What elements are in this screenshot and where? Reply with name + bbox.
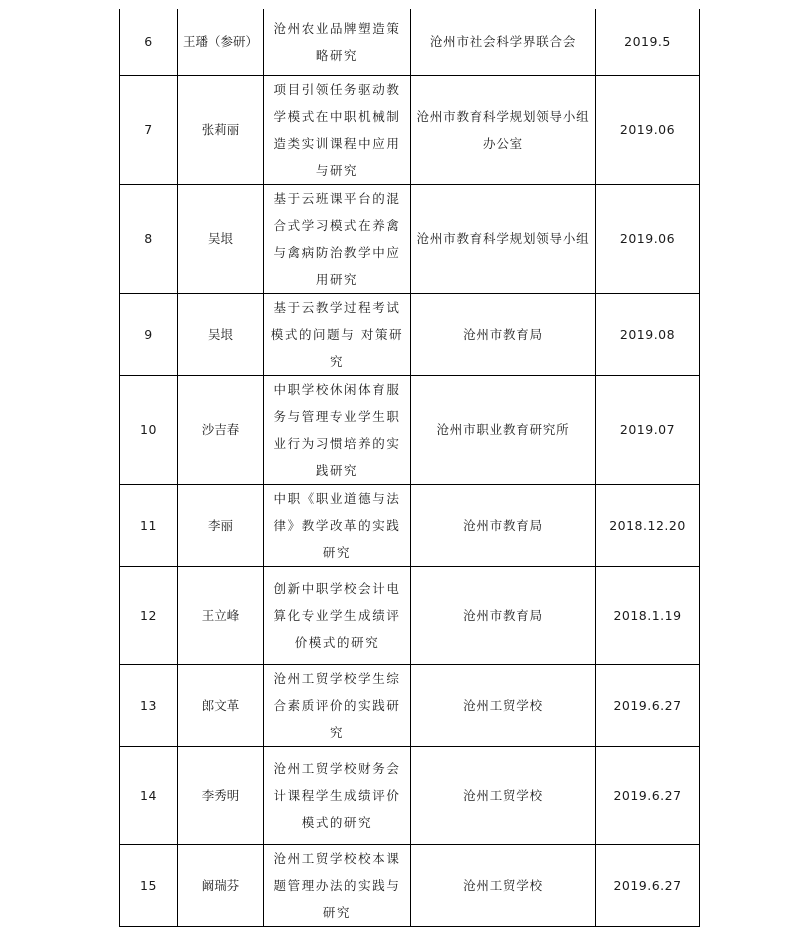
researcher-name: 王璠（参研） xyxy=(178,9,264,75)
project-topic: 沧州工贸学校校本课题管理办法的实践与研究 xyxy=(264,844,411,926)
row-number: 7 xyxy=(120,75,178,184)
approval-date: 2019.6.27 xyxy=(596,664,700,746)
approving-organization: 沧州市教育局 xyxy=(411,293,596,375)
approving-organization: 沧州工贸学校 xyxy=(411,664,596,746)
approval-date: 2018.12.20 xyxy=(596,484,700,566)
researcher-name: 李秀明 xyxy=(178,746,264,844)
row-number: 9 xyxy=(120,293,178,375)
approval-date: 2019.5 xyxy=(596,9,700,75)
approving-organization: 沧州市社会科学界联合会 xyxy=(411,9,596,75)
table-row xyxy=(120,184,700,293)
project-topic: 中职《职业道德与法律》教学改革的实践研究 xyxy=(264,484,411,566)
row-number: 8 xyxy=(120,184,178,293)
research-projects-table xyxy=(119,9,700,927)
row-number: 11 xyxy=(120,484,178,566)
row-number: 6 xyxy=(120,9,178,75)
table-row xyxy=(120,293,700,375)
researcher-name: 吴垠 xyxy=(178,184,264,293)
researcher-name: 阚瑞芬 xyxy=(178,844,264,926)
project-topic: 项目引领任务驱动教学模式在中职机械制造类实训课程中应用与研究 xyxy=(264,75,411,184)
researcher-name: 李丽 xyxy=(178,484,264,566)
approval-date: 2019.08 xyxy=(596,293,700,375)
project-topic: 中职学校休闲体育服务与管理专业学生职业行为习惯培养的实践研究 xyxy=(264,375,411,484)
table-row xyxy=(120,484,700,566)
table-row xyxy=(120,664,700,746)
table-row xyxy=(120,9,700,75)
row-number: 15 xyxy=(120,844,178,926)
researcher-name: 沙吉春 xyxy=(178,375,264,484)
project-topic: 基于云教学过程考试模式的问题与 对策研究 xyxy=(264,293,411,375)
approving-organization: 沧州市教育局 xyxy=(411,566,596,664)
approval-date: 2019.06 xyxy=(596,75,700,184)
approving-organization: 沧州市职业教育研究所 xyxy=(411,375,596,484)
row-number: 14 xyxy=(120,746,178,844)
project-topic: 沧州工贸学校学生综合素质评价的实践研究 xyxy=(264,664,411,746)
row-number: 10 xyxy=(120,375,178,484)
researcher-name: 王立峰 xyxy=(178,566,264,664)
researcher-name: 张莉丽 xyxy=(178,75,264,184)
project-topic: 沧州农业品牌塑造策略研究 xyxy=(264,9,411,75)
approval-date: 2019.07 xyxy=(596,375,700,484)
table-row xyxy=(120,375,700,484)
approving-organization: 沧州市教育科学规划领导小组办公室 xyxy=(411,75,596,184)
table-row xyxy=(120,844,700,926)
table-row xyxy=(120,746,700,844)
approving-organization: 沧州市教育局 xyxy=(411,484,596,566)
table-row xyxy=(120,566,700,664)
project-topic: 创新中职学校会计电算化专业学生成绩评价模式的研究 xyxy=(264,566,411,664)
project-topic: 基于云班课平台的混合式学习模式在养禽与禽病防治教学中应用研究 xyxy=(264,184,411,293)
approval-date: 2019.6.27 xyxy=(596,844,700,926)
approving-organization: 沧州工贸学校 xyxy=(411,844,596,926)
approval-date: 2018.1.19 xyxy=(596,566,700,664)
approving-organization: 沧州市教育科学规划领导小组 xyxy=(411,184,596,293)
approving-organization: 沧州工贸学校 xyxy=(411,746,596,844)
project-topic: 沧州工贸学校财务会计课程学生成绩评价模式的研究 xyxy=(264,746,411,844)
researcher-name: 吴垠 xyxy=(178,293,264,375)
approval-date: 2019.6.27 xyxy=(596,746,700,844)
approval-date: 2019.06 xyxy=(596,184,700,293)
row-number: 13 xyxy=(120,664,178,746)
researcher-name: 郎文革 xyxy=(178,664,264,746)
row-number: 12 xyxy=(120,566,178,664)
table-row xyxy=(120,75,700,184)
